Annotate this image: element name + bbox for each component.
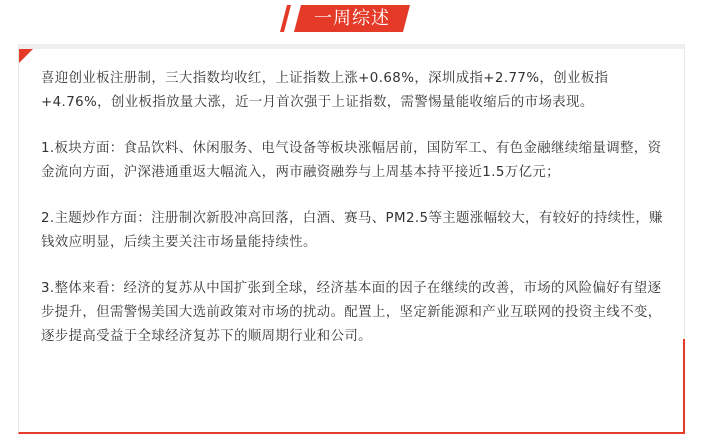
intro-paragraph: 喜迎创业板注册制，三大指数均收红，上证指数上涨+0.68%，深圳成指+2.77%，创业板指+4.76%，创业板指放量大涨，近一月首次强于上证指数，需警惕量能收缩后的市场表现。 xyxy=(41,71,609,110)
section-title: 一周综述 xyxy=(314,8,390,29)
corner-accent xyxy=(19,49,33,63)
summary-card xyxy=(18,44,685,434)
corner-accent-right xyxy=(683,339,685,434)
summary-content xyxy=(41,67,675,371)
overall-paragraph: 3.整体来看：经济的复苏从中国扩张到全球，经济基本面的因子在继续的改善，市场的风险偏好有望逐步提升，但需警惕美国大选前政策对市场的扰动。配置上，坚定新能源和产业互联网的投资主线不变，逐步提高受益于全球经济复苏下的顺周期行业和公司。 xyxy=(41,281,662,344)
theme-paragraph: 2.主题炒作方面：注册制次新股冲高回落，白酒、赛马、PM2.5等主题涨幅较大，有较好的持续性，赚钱效应明显，后续主要关注市场量能持续性。 xyxy=(41,211,663,250)
sector-paragraph: 1.板块方面：食品饮料、休闲服务、电气设备等板块涨幅居前，国防军工、有色金融继续缩量调整，资金流向方面，沪深港通重返大幅流入，两市融资融券与上周基本持平接近1.5万亿元； xyxy=(41,141,662,180)
section-header xyxy=(280,5,410,32)
